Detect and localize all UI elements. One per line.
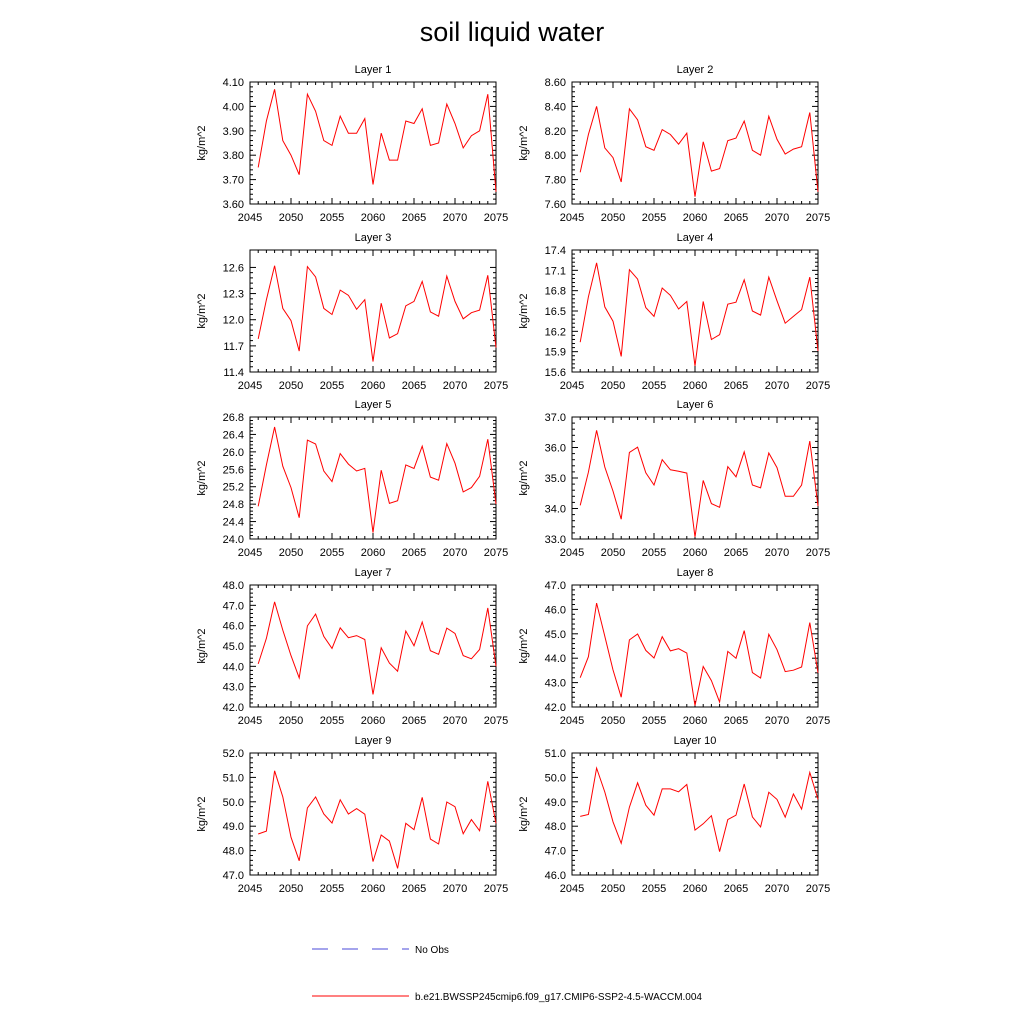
x-tick-label: 2055 [641,715,667,727]
x-tick-label: 2070 [442,212,468,224]
x-tick-label: 2060 [360,212,386,224]
y-tick-label: 47.0 [222,870,244,882]
x-tick-label: 2055 [319,883,345,895]
y-tick-label: 43.0 [544,677,566,690]
x-tick-label: 2055 [641,883,667,895]
x-tick-label: 2060 [360,380,386,392]
x-tick-label: 2070 [442,380,468,392]
x-tick-label: 2060 [682,380,708,392]
series-line [580,768,818,852]
panel-layer-3 [196,232,508,392]
legend-obs-label: No Obs [415,945,449,956]
x-tick-label: 2045 [237,547,263,559]
panel-title: Layer 5 [354,399,392,411]
y-tick-label: 16.8 [544,285,566,298]
x-tick-label: 2065 [723,547,749,559]
x-tick-label: 2070 [764,212,790,224]
x-tick-label: 2065 [401,380,427,392]
plot-frame [250,585,496,707]
x-tick-label: 2060 [682,883,708,895]
y-tick-label: 46.0 [222,620,244,633]
x-tick-label: 2065 [401,715,427,727]
x-tick-label: 2065 [401,212,427,224]
y-tick-label: 8.20 [544,125,566,138]
x-tick-label: 2075 [483,547,509,559]
y-tick-label: 33.0 [544,534,566,546]
x-tick-label: 2075 [805,380,831,392]
x-tick-label: 2050 [600,212,626,224]
y-tick-label: 8.00 [544,150,566,163]
panel-layer-10 [518,735,830,895]
y-tick-label: 3.90 [222,125,244,138]
y-axis-label: kg/m^2 [518,796,530,832]
plot-frame [250,753,496,875]
x-tick-label: 2075 [805,715,831,727]
x-tick-label: 2050 [278,547,304,559]
x-tick-label: 2060 [360,715,386,727]
y-tick-label: 15.9 [544,346,566,359]
y-tick-label: 36.0 [544,442,566,455]
x-tick-label: 2050 [278,883,304,895]
x-tick-label: 2065 [723,380,749,392]
x-tick-label: 2075 [483,883,509,895]
x-tick-label: 2045 [237,380,263,392]
x-tick-label: 2055 [319,380,345,392]
y-tick-label: 52.0 [222,748,244,760]
panel-title: Layer 1 [354,64,392,76]
panel-title: Layer 4 [676,232,714,244]
panel-title: Layer 9 [354,735,392,747]
y-tick-label: 3.60 [222,199,244,211]
x-tick-label: 2065 [723,715,749,727]
y-tick-label: 7.80 [544,174,566,187]
x-tick-label: 2060 [360,547,386,559]
x-tick-label: 2075 [483,380,509,392]
series-line [258,266,496,362]
x-tick-label: 2075 [805,547,831,559]
x-tick-label: 2050 [278,212,304,224]
y-axis-label: kg/m^2 [518,125,530,161]
x-tick-label: 2045 [237,883,263,895]
y-tick-label: 44.0 [222,661,244,674]
y-tick-label: 4.00 [222,101,244,114]
y-tick-label: 50.0 [222,796,244,809]
y-tick-label: 50.0 [544,772,566,785]
x-tick-label: 2050 [600,380,626,392]
series-line [258,427,496,533]
x-tick-label: 2045 [237,212,263,224]
x-tick-label: 2050 [600,715,626,727]
x-tick-label: 2075 [805,212,831,224]
x-tick-label: 2050 [600,547,626,559]
x-tick-label: 2065 [723,212,749,224]
panel-layer-4 [518,232,830,392]
x-tick-label: 2055 [319,715,345,727]
y-axis-label: kg/m^2 [518,628,530,664]
x-tick-label: 2045 [559,212,585,224]
y-tick-label: 46.0 [544,870,566,882]
legend-model-label: b.e21.BWSSP245cmip6.f09_g17.CMIP6-SSP2-4.5-WACCM.004 [415,992,702,1003]
y-axis-label: kg/m^2 [196,293,208,329]
plot-frame [572,585,818,707]
y-tick-label: 46.0 [544,604,566,617]
y-axis-label: kg/m^2 [196,460,208,496]
y-tick-label: 42.0 [544,702,566,714]
series-line [258,602,496,695]
plot-frame [572,82,818,204]
panels [196,64,830,895]
x-tick-label: 2045 [559,547,585,559]
x-tick-label: 2050 [278,380,304,392]
x-tick-label: 2060 [682,212,708,224]
y-tick-label: 3.80 [222,150,244,163]
x-tick-label: 2070 [764,547,790,559]
y-tick-label: 3.70 [222,174,244,187]
y-tick-label: 17.1 [544,265,566,278]
y-tick-label: 24.8 [222,499,244,512]
x-tick-label: 2055 [319,547,345,559]
x-tick-label: 2075 [483,715,509,727]
y-tick-label: 37.0 [544,412,566,424]
y-axis-label: kg/m^2 [196,125,208,161]
y-tick-label: 24.4 [222,516,244,529]
y-axis-label: kg/m^2 [518,460,530,496]
legend [312,945,702,1003]
panel-title: Layer 8 [676,567,714,579]
y-tick-label: 42.0 [222,702,244,714]
y-tick-label: 45.0 [544,628,566,641]
y-tick-label: 49.0 [544,796,566,809]
x-tick-label: 2065 [723,883,749,895]
y-tick-label: 43.0 [222,681,244,694]
y-tick-label: 11.4 [223,367,244,379]
y-tick-label: 24.0 [222,534,244,546]
y-tick-label: 11.7 [223,340,244,353]
y-tick-label: 4.10 [222,77,244,89]
series-line [580,603,818,705]
panel-layer-5 [196,399,508,559]
x-tick-label: 2045 [559,715,585,727]
y-tick-label: 48.0 [544,821,566,834]
x-tick-label: 2060 [360,883,386,895]
y-tick-label: 26.4 [222,429,244,442]
x-tick-label: 2075 [483,212,509,224]
figure-title: soil liquid water [419,17,605,47]
y-axis-label: kg/m^2 [196,628,208,664]
y-tick-label: 25.6 [222,464,244,477]
panel-layer-8 [518,567,830,727]
y-tick-label: 16.5 [544,306,566,318]
panel-title: Layer 10 [673,735,717,747]
panel-title: Layer 7 [354,567,392,579]
x-tick-label: 2045 [237,715,263,727]
x-tick-label: 2065 [401,547,427,559]
y-tick-label: 8.60 [544,77,566,89]
panel-title: Layer 3 [354,232,392,244]
y-tick-label: 12.6 [222,262,244,275]
y-tick-label: 51.0 [222,772,244,785]
y-tick-label: 25.2 [222,481,244,494]
x-tick-label: 2070 [442,883,468,895]
x-tick-label: 2045 [559,380,585,392]
x-tick-label: 2055 [319,212,345,224]
y-tick-label: 26.8 [222,412,244,424]
y-tick-label: 47.0 [544,845,566,858]
x-tick-label: 2050 [600,883,626,895]
x-tick-label: 2050 [278,715,304,727]
plot-frame [250,82,496,204]
x-tick-label: 2070 [764,715,790,727]
x-tick-label: 2075 [805,883,831,895]
panel-layer-7 [196,567,508,727]
y-tick-label: 45.0 [222,641,244,653]
y-axis-label: kg/m^2 [196,796,208,832]
x-tick-label: 2070 [442,547,468,559]
y-tick-label: 17.4 [544,245,566,257]
y-axis-label: kg/m^2 [518,293,530,329]
y-tick-label: 48.0 [222,580,244,592]
panel-layer-6 [518,399,830,559]
x-tick-label: 2060 [682,547,708,559]
y-tick-label: 47.0 [222,600,244,613]
x-tick-label: 2070 [764,380,790,392]
panel-layer-2 [518,64,830,224]
y-tick-label: 7.60 [544,199,566,211]
y-tick-label: 34.0 [544,503,566,516]
x-tick-label: 2065 [401,883,427,895]
x-tick-label: 2055 [641,547,667,559]
y-tick-label: 48.0 [222,845,244,858]
y-tick-label: 12.0 [222,314,244,327]
panel-layer-1 [196,64,508,224]
series-line [580,430,818,537]
y-tick-label: 35.0 [544,473,566,485]
series-line [258,89,496,192]
y-tick-label: 47.0 [544,580,566,592]
x-tick-label: 2045 [559,883,585,895]
y-tick-label: 49.0 [222,821,244,834]
x-tick-label: 2055 [641,212,667,224]
x-tick-label: 2060 [682,715,708,727]
panel-title: Layer 2 [676,64,714,76]
series-line [258,771,496,869]
y-tick-label: 44.0 [544,653,566,666]
y-tick-label: 16.2 [544,326,566,339]
panel-title: Layer 6 [676,399,714,411]
y-tick-label: 15.6 [544,367,566,379]
y-tick-label: 26.0 [222,446,244,459]
panel-layer-9 [196,735,508,895]
x-tick-label: 2055 [641,380,667,392]
x-tick-label: 2070 [764,883,790,895]
plot-frame [572,753,818,875]
x-tick-label: 2070 [442,715,468,727]
y-tick-label: 51.0 [544,748,566,760]
series-line [580,106,818,196]
y-tick-label: 8.40 [544,101,566,114]
y-tick-label: 12.3 [222,288,244,301]
series-line [580,263,818,366]
